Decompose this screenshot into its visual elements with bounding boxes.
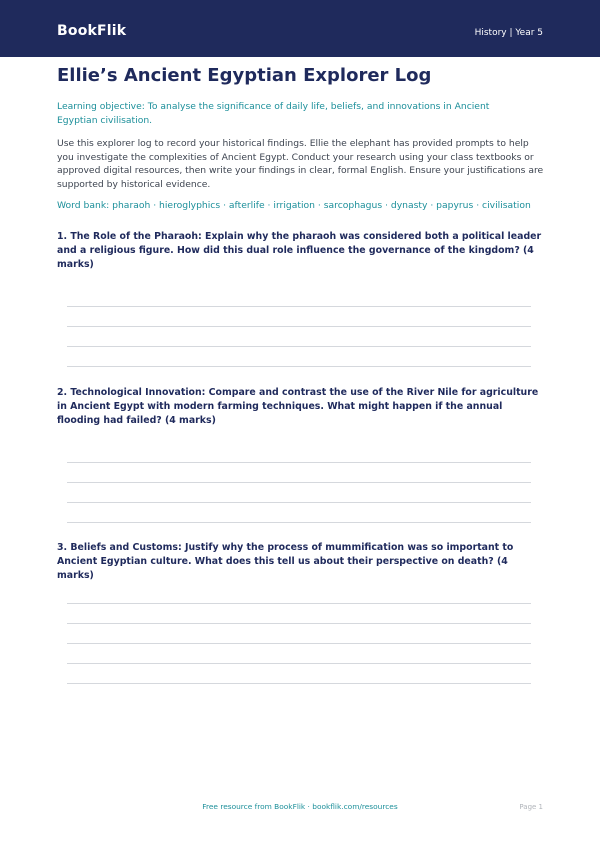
answer-line[interactable] [67, 683, 531, 684]
answer-line[interactable] [67, 663, 531, 664]
answer-line[interactable] [67, 502, 531, 503]
learning-objective: Learning objective: To analyse the significance of daily life, beliefs, and innovations in Ancient Egyptian civilisation. [57, 101, 490, 126]
answer-line[interactable] [67, 462, 531, 463]
brand-logo: BookFlik [57, 23, 127, 39]
answer-line[interactable] [67, 346, 531, 347]
footer-link[interactable]: Free resource from BookFlik · bookflik.com/resources [202, 802, 398, 811]
page-title: Ellie’s Ancient Egyptian Explorer Log [57, 65, 432, 86]
answer-line[interactable] [67, 522, 531, 523]
answer-line[interactable] [67, 623, 531, 624]
answer-line[interactable] [67, 306, 531, 307]
answer-line[interactable] [67, 326, 531, 327]
answer-line[interactable] [67, 482, 531, 483]
subject-year-label: History | Year 5 [474, 28, 543, 38]
answer-line[interactable] [67, 643, 531, 644]
question-1: 1. The Role of the Pharaoh: Explain why the pharaoh was considered both a political leader and a religious figure. How did this dual role influence the governance of the kingdom? (4 marks) [57, 231, 542, 271]
page-number: Page 1 [519, 803, 543, 811]
intro-paragraph: Use this explorer log to record your historical findings. Ellie the elephant has provided prompts to help you investigate the complexities of Ancient Egypt. Conduct your research using your class textbooks or approved digital resources, then write your findings in clear, formal English. Ensure your justifications are supported by historical evidence. [57, 138, 544, 191]
page-header [0, 0, 600, 57]
answer-line[interactable] [67, 603, 531, 604]
question-3: 3. Beliefs and Customs: Justify why the process of mummification was so important to Ancient Egyptian culture. What does this tell us about their perspective on death? (4 marks) [57, 542, 514, 582]
word-bank: Word bank: pharaoh · hieroglyphics · afterlife · irrigation · sarcophagus · dynasty · papyrus · civilisation [57, 200, 531, 211]
question-2: 2. Technological Innovation: Compare and contrast the use of the River Nile for agriculture in Ancient Egypt with modern farming techniques. What might happen if the annual flooding had failed? (4 marks) [57, 387, 539, 427]
answer-line[interactable] [67, 366, 531, 367]
